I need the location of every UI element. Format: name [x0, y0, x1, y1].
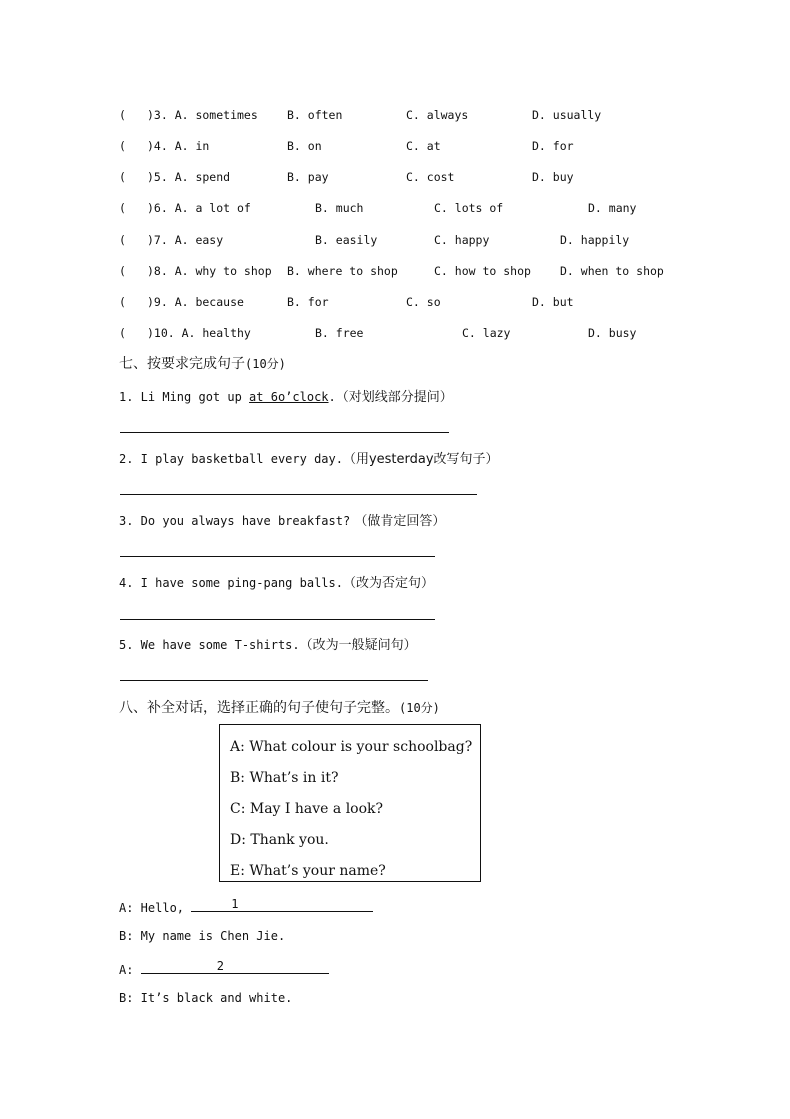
answer-paren: (	[119, 139, 126, 153]
dialog-text: A:	[119, 963, 141, 977]
option-d: D. when to shop	[560, 264, 664, 278]
dialog-text: A: Hello,	[119, 901, 192, 915]
q1-period: .	[328, 390, 336, 404]
option-d: D. but	[532, 295, 574, 309]
answer-line-2[interactable]	[120, 494, 477, 495]
option-a-sentence: A: What colour is your schoolbag?	[230, 739, 473, 755]
option-a: )5. A. spend	[147, 170, 231, 184]
section-7-heading: 七、按要求完成句子	[119, 356, 245, 372]
option-e-sentence: E: What’s your name?	[230, 863, 386, 879]
dialog-text: B: My name is Chen Jie.	[119, 929, 286, 943]
option-c: C. lots of	[434, 201, 504, 215]
blank-2[interactable]	[141, 960, 329, 974]
option-b: B. often	[287, 108, 343, 122]
section-8-score: (10分)	[399, 701, 440, 715]
answer-paren: (	[119, 295, 126, 309]
option-c: C. happy	[434, 233, 490, 247]
option-a: )6. A. a lot of	[147, 201, 251, 215]
q5-text: 5. We have some T-shirts.	[119, 638, 300, 652]
dialog-line-4	[119, 991, 292, 1005]
option-d: D. happily	[560, 233, 630, 247]
option-b: B. where to shop	[287, 264, 398, 278]
option-c: C. cost	[406, 170, 455, 184]
answer-line-4[interactable]	[120, 619, 435, 620]
answer-line-3[interactable]	[120, 556, 435, 557]
option-b: B. on	[287, 139, 322, 153]
dialog-line-1	[119, 898, 373, 915]
question-7-3	[119, 510, 445, 529]
option-c-sentence: C: May I have a look?	[230, 801, 384, 817]
q1-underlined-phrase: at 6o’clock	[249, 390, 329, 404]
option-c: C. so	[406, 295, 441, 309]
answer-paren: (	[119, 233, 126, 247]
section-8-heading: 八、补全对话，选择正确的句子使句子完整。	[119, 700, 399, 716]
answer-line-5[interactable]	[120, 680, 428, 681]
question-7-4	[119, 572, 434, 591]
option-d: D. for	[532, 139, 574, 153]
option-b: B. for	[287, 295, 329, 309]
answer-paren: (	[119, 170, 126, 184]
q2-text: 2. I play basketball every day.	[119, 452, 343, 466]
option-a: )7. A. easy	[147, 233, 224, 247]
option-a: )10. A. healthy	[147, 326, 251, 340]
section-7-title	[119, 353, 286, 373]
answer-paren: (	[119, 108, 126, 122]
option-c: C. always	[406, 108, 469, 122]
question-7-5	[119, 634, 417, 653]
option-d: D. busy	[588, 326, 637, 340]
q2-instruction: （用yesterday改写句子）	[342, 452, 499, 467]
option-c: C. lazy	[462, 326, 511, 340]
blank-number: 1	[231, 897, 239, 911]
answer-paren: (	[119, 264, 126, 278]
option-d: D. buy	[532, 170, 574, 184]
q4-text: 4. I have some ping-pang balls.	[119, 576, 343, 590]
option-b: B. much	[315, 201, 364, 215]
q3-text: 3. Do you always have breakfast?	[119, 514, 351, 528]
option-b: B. easily	[315, 233, 378, 247]
option-a: )4. A. in	[147, 139, 210, 153]
blank-1[interactable]	[191, 898, 373, 912]
option-d-sentence: D: Thank you.	[230, 832, 329, 848]
question-7-2	[119, 448, 499, 467]
dialog-text: B: It’s black and white.	[119, 991, 293, 1005]
option-d: D. usually	[532, 108, 602, 122]
answer-paren: (	[119, 201, 126, 215]
option-a: )9. A. because	[147, 295, 244, 309]
option-a: )3. A. sometimes	[147, 108, 258, 122]
q1-text: 1. Li Ming got up	[119, 390, 250, 404]
answer-paren: (	[119, 326, 126, 340]
q3-instruction: （做肯定回答）	[350, 514, 446, 529]
q4-instruction: （改为否定句）	[342, 576, 434, 591]
answer-line-1[interactable]	[120, 432, 449, 433]
option-c: C. how to shop	[434, 264, 531, 278]
dialog-line-3	[119, 960, 329, 977]
section-8-title	[119, 697, 440, 717]
section-7-score: (10分)	[245, 357, 286, 371]
option-a: )8. A. why to shop	[147, 264, 272, 278]
dialog-line-2	[119, 929, 285, 943]
options-box	[219, 724, 481, 882]
q1-instruction: （对划线部分提问）	[335, 390, 453, 405]
blank-number: 2	[216, 959, 224, 973]
option-c: C. at	[406, 139, 441, 153]
option-d: D. many	[588, 201, 637, 215]
q5-instruction: （改为一般疑问句）	[299, 638, 417, 653]
question-7-1	[119, 386, 453, 405]
option-b: B. free	[315, 326, 364, 340]
option-b: B. pay	[287, 170, 329, 184]
option-b-sentence: B: What’s in it?	[230, 770, 339, 786]
